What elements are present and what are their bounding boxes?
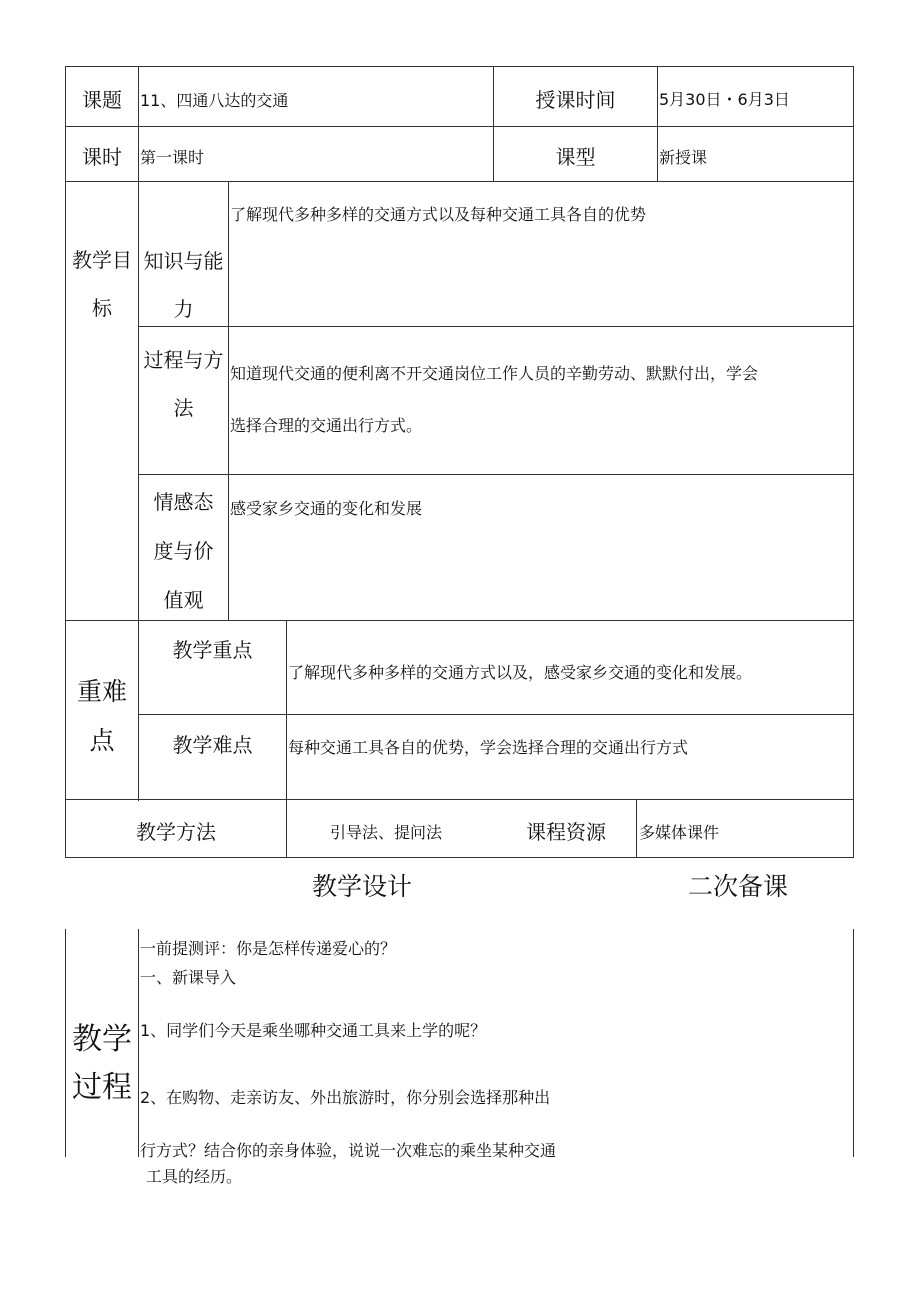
resource-label: 课程资源 [526, 820, 606, 844]
table-rule [636, 799, 637, 858]
process-text-line: 知道现代交通的便利离不开交通岗位工作人员的辛勤劳动、默默付出，学会 [230, 364, 759, 383]
process-method-label [139, 336, 228, 432]
process-divider-rule [138, 929, 139, 1157]
objectives-label-line: 教学目 [72, 248, 132, 272]
design-heading: 教学设计 [312, 872, 413, 901]
table-rule [138, 66, 139, 801]
knowledge-text: 了解现代多种多样的交通方式以及每种交通工具各自的优势 [230, 205, 647, 224]
time-value: 5月30日・6月3日 [659, 90, 790, 109]
process-text-line: 选择合理的交通出行方式。 [230, 416, 423, 435]
type-value: 新授课 [659, 148, 708, 167]
second-prep-heading: 二次备课 [688, 872, 789, 901]
emotion-label-line: 度与价 [153, 539, 214, 563]
key-points-label-line: 点 [89, 726, 115, 755]
process-line: 2、在购物、走亲访友、外出旅游时，你分别会选择那种出 [140, 1088, 551, 1107]
teaching-process-label [66, 1016, 138, 1112]
emotion-text: 感受家乡交通的变化和发展 [230, 499, 423, 518]
process-line: 一、新课导入 [140, 968, 237, 987]
period-label: 课时 [82, 145, 122, 169]
time-label: 授课时间 [535, 88, 616, 112]
table-rule [65, 857, 854, 858]
focus-label: 教学重点 [172, 638, 253, 662]
knowledge-label-line: 知识与能 [143, 249, 224, 273]
table-rule [65, 181, 854, 182]
emotion-label-line: 情感态 [153, 490, 214, 514]
table-rule [657, 66, 658, 182]
knowledge-label [139, 237, 228, 333]
process-text [230, 348, 758, 452]
table-rule [138, 326, 854, 327]
difficulty-label: 教学难点 [172, 733, 253, 757]
table-rule [286, 620, 287, 858]
process-right-rule [853, 929, 854, 1157]
key-points-label-line: 重难 [76, 677, 127, 706]
difficulty-text: 每种交通工具各自的优势，学会选择合理的交通出行方式 [288, 738, 689, 757]
key-points-label [66, 667, 138, 765]
process-method-label-line: 法 [173, 396, 194, 420]
focus-text: 了解现代多种多样的交通方式以及，感受家乡交通的变化和发展。 [288, 663, 753, 682]
resource-value: 多媒体课件 [639, 823, 720, 842]
teaching-process-label-line: 教学 [72, 1022, 132, 1057]
objectives-label [66, 236, 138, 332]
method-value: 引导法、提问法 [330, 823, 443, 842]
teaching-process-label-line: 过程 [72, 1070, 132, 1105]
topic-label: 课题 [82, 88, 122, 112]
table-rule [228, 181, 229, 621]
topic-value: 11、四通八达的交通 [140, 91, 289, 110]
knowledge-label-line: 力 [173, 297, 194, 321]
table-rule [138, 714, 854, 715]
process-method-label-line: 过程与方 [143, 348, 224, 372]
period-value: 第一课时 [140, 148, 205, 167]
emotion-label-line: 值观 [163, 588, 204, 612]
table-rule [65, 126, 854, 127]
method-label: 教学方法 [136, 820, 216, 844]
table-rule [65, 66, 854, 67]
table-rule [65, 799, 854, 800]
table-rule [853, 66, 854, 858]
type-label: 课型 [555, 145, 596, 169]
process-line: 1、同学们今天是乘坐哪种交通工具来上学的呢？ [140, 1021, 487, 1040]
emotion-label [139, 478, 228, 625]
process-line: 工具的经历。 [146, 1167, 243, 1186]
objectives-label-line: 标 [92, 296, 112, 320]
process-line: 一前提测评：你是怎样传递爱心的？ [140, 939, 397, 958]
table-rule [138, 474, 854, 475]
process-line: 行方式？结合你的亲身体验，说说一次难忘的乘坐某种交通 [140, 1141, 557, 1160]
